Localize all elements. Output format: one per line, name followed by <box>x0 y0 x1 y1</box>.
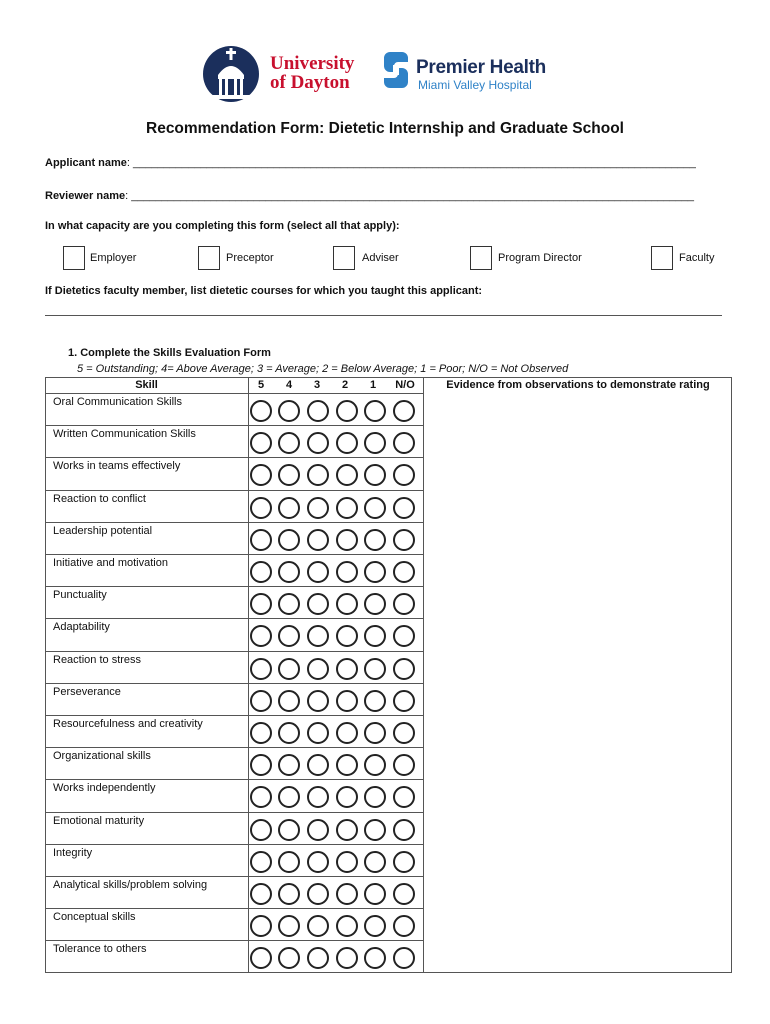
table-divider <box>423 377 424 973</box>
premier-health-name: Premier Health <box>416 57 546 78</box>
table-row <box>45 651 423 652</box>
adviser-label: Adviser <box>362 252 399 264</box>
applicant-name-label: Applicant name <box>45 157 127 169</box>
rating-2-radio[interactable] <box>336 883 358 905</box>
applicant-name-line[interactable]: : ____________________________________________________________________________________________ <box>126 157 696 169</box>
rating-5-radio[interactable] <box>250 851 272 873</box>
rating-4-radio[interactable] <box>278 690 300 712</box>
rating-2-radio[interactable] <box>336 400 358 422</box>
rating-2-radio[interactable] <box>336 529 358 551</box>
skill-label: Integrity <box>53 846 93 859</box>
skill-label: Organizational skills <box>53 750 151 763</box>
rating-1-radio[interactable] <box>364 561 386 583</box>
skill-label: Leadership potential <box>53 524 153 537</box>
table-row <box>45 457 423 458</box>
rating-1-radio[interactable] <box>364 529 386 551</box>
table-row <box>45 715 423 716</box>
table-header-rule <box>45 393 423 394</box>
rating-1-radio[interactable] <box>364 819 386 841</box>
rating-1-radio[interactable] <box>364 690 386 712</box>
table-row <box>45 586 423 587</box>
table-row <box>45 876 423 877</box>
evidence-column-header: Evidence from observations to demonstrate rating <box>446 379 710 391</box>
rating-5-radio[interactable] <box>250 561 272 583</box>
rating-5-header: 5 <box>257 379 265 391</box>
rating-no-radio[interactable] <box>393 851 415 873</box>
rating-no-radio[interactable] <box>393 722 415 744</box>
rating-no-radio[interactable] <box>393 400 415 422</box>
rating-no-radio[interactable] <box>393 690 415 712</box>
capacity-question: In what capacity are you completing this form (select all that apply): <box>45 220 400 232</box>
form-title: Recommendation Form: Dietetic Internship and Graduate School <box>146 120 624 137</box>
rating-1-radio[interactable] <box>364 400 386 422</box>
rating-5-radio[interactable] <box>250 883 272 905</box>
university-line2: of Dayton <box>270 72 350 93</box>
rating-4-radio[interactable] <box>278 561 300 583</box>
reviewer-name-field[interactable] <box>45 190 694 202</box>
reviewer-name-line[interactable]: : ____________________________________________________________________________________________ <box>125 190 695 202</box>
rating-no-radio[interactable] <box>393 819 415 841</box>
skill-label: Works independently <box>53 782 156 795</box>
rating-5-radio[interactable] <box>250 658 272 680</box>
table-row <box>45 908 423 909</box>
table-row <box>45 844 423 845</box>
rating-5-radio[interactable] <box>250 722 272 744</box>
employer-label: Employer <box>90 252 137 264</box>
rating-4-radio[interactable] <box>278 722 300 744</box>
table-row <box>45 940 423 941</box>
rating-1-header: 1 <box>369 379 377 391</box>
rating-3-radio[interactable] <box>307 561 329 583</box>
rating-5-radio[interactable] <box>250 690 272 712</box>
faculty-courses-question: If Dietetics faculty member, list dietetic courses for which you taught this applicant: <box>45 285 483 297</box>
university-line1: University <box>270 53 355 74</box>
skill-label: Reaction to stress <box>53 653 142 666</box>
table-row <box>45 618 423 619</box>
skill-label: Conceptual skills <box>53 911 136 924</box>
rating-4-radio[interactable] <box>278 658 300 680</box>
table-row <box>45 490 423 491</box>
university-of-dayton-seal-logo <box>198 45 264 103</box>
rating-legend: 5 = Outstanding; 4= Above Average; 3 = Average; 2 = Below Average; 1 = Poor; N/O = Not Observed <box>77 363 569 375</box>
rating-3-radio[interactable] <box>307 497 329 519</box>
table-row <box>45 425 423 426</box>
rating-1-radio[interactable] <box>364 658 386 680</box>
premier-health-cross-icon <box>378 50 414 90</box>
rating-1-radio[interactable] <box>364 883 386 905</box>
program-director-label: Program Director <box>498 252 582 264</box>
skills-section-heading: 1. Complete the Skills Evaluation Form <box>68 347 271 359</box>
rating-2-radio[interactable] <box>336 819 358 841</box>
rating-2-radio[interactable] <box>336 497 358 519</box>
skill-label: Tolerance to others <box>53 943 147 956</box>
rating-4-header: 4 <box>285 379 293 391</box>
table-row <box>45 554 423 555</box>
faculty-label: Faculty <box>679 252 715 264</box>
table-divider <box>248 377 249 973</box>
rating-4-radio[interactable] <box>278 400 300 422</box>
preceptor-label: Preceptor <box>226 252 274 264</box>
preceptor-checkbox[interactable] <box>198 246 220 270</box>
skill-label: Punctuality <box>53 589 107 602</box>
reviewer-name-label: Reviewer name <box>45 190 126 202</box>
rating-1-radio[interactable] <box>364 851 386 873</box>
rating-2-radio[interactable] <box>336 690 358 712</box>
rating-4-radio[interactable] <box>278 529 300 551</box>
rating-3-radio[interactable] <box>307 400 329 422</box>
rating-5-radio[interactable] <box>250 529 272 551</box>
adviser-checkbox[interactable] <box>333 246 355 270</box>
skill-label: Works in teams effectively <box>53 460 181 473</box>
university-of-dayton-wordmark <box>270 54 354 92</box>
table-row <box>45 683 423 684</box>
rating-no-radio[interactable] <box>393 658 415 680</box>
rating-4-radio[interactable] <box>278 497 300 519</box>
rating-3-radio[interactable] <box>307 883 329 905</box>
table-row <box>45 779 423 780</box>
rating-2-header: 2 <box>341 379 349 391</box>
premier-health-subtitle: Miami Valley Hospital <box>418 78 532 92</box>
skill-label: Reaction to conflict <box>53 492 146 505</box>
rating-3-radio[interactable] <box>307 851 329 873</box>
rating-4-radio[interactable] <box>278 851 300 873</box>
skill-label: Analytical skills/problem solving <box>53 879 208 891</box>
skill-label: Adaptability <box>53 621 110 634</box>
rating-2-radio[interactable] <box>336 561 358 583</box>
rating-no-radio[interactable] <box>393 497 415 519</box>
rating-4-radio[interactable] <box>278 883 300 905</box>
rating-3-radio[interactable] <box>307 722 329 744</box>
table-row <box>45 747 423 748</box>
rating-no-header: N/O <box>395 379 415 391</box>
rating-3-radio[interactable] <box>307 690 329 712</box>
rating-3-radio[interactable] <box>307 658 329 680</box>
rating-2-radio[interactable] <box>336 658 358 680</box>
rating-1-radio[interactable] <box>364 722 386 744</box>
rating-3-radio[interactable] <box>307 529 329 551</box>
rating-5-radio[interactable] <box>250 819 272 841</box>
table-row <box>45 522 423 523</box>
rating-no-radio[interactable] <box>393 529 415 551</box>
rating-3-header: 3 <box>313 379 321 391</box>
rating-1-radio[interactable] <box>364 497 386 519</box>
rating-3-radio[interactable] <box>307 819 329 841</box>
rating-4-radio[interactable] <box>278 819 300 841</box>
rating-2-radio[interactable] <box>336 851 358 873</box>
faculty-courses-line[interactable] <box>45 315 722 316</box>
skill-column-header: Skill <box>135 379 158 391</box>
table-row <box>45 812 423 813</box>
rating-5-radio[interactable] <box>250 400 272 422</box>
skill-label: Emotional maturity <box>53 814 145 827</box>
rating-no-radio[interactable] <box>393 883 415 905</box>
skill-label: Perseverance <box>53 685 121 698</box>
faculty-checkbox[interactable] <box>651 246 673 270</box>
skill-label: Resourcefulness and creativity <box>53 718 203 730</box>
program-director-checkbox[interactable] <box>470 246 492 270</box>
skill-label: Oral Communication Skills <box>53 396 182 408</box>
rating-no-radio[interactable] <box>393 561 415 583</box>
applicant-name-field[interactable] <box>45 157 696 169</box>
skill-label: Initiative and motivation <box>53 557 168 569</box>
rating-2-radio[interactable] <box>336 722 358 744</box>
employer-checkbox[interactable] <box>63 246 85 270</box>
skill-label: Written Communication Skills <box>53 428 196 441</box>
rating-5-radio[interactable] <box>250 497 272 519</box>
